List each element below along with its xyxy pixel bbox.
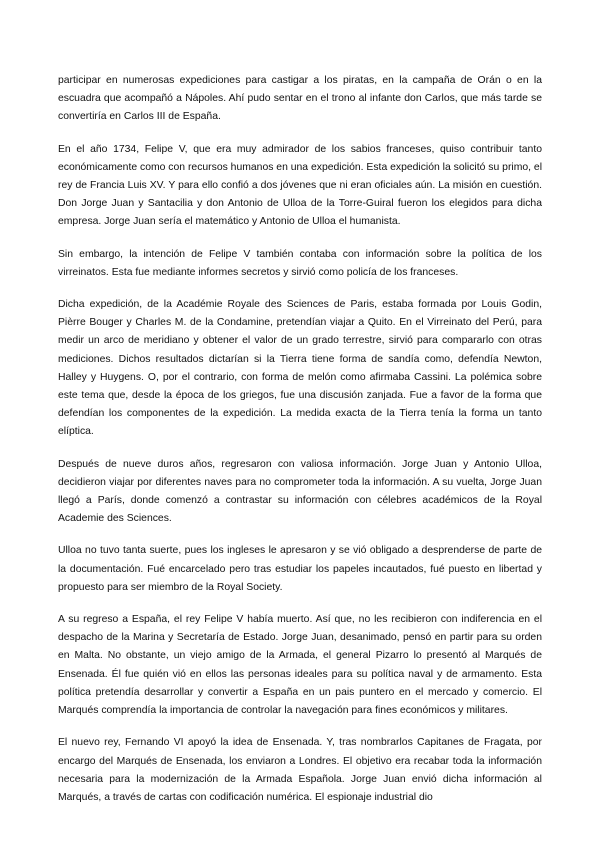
paragraph-5: Después de nueve duros años, regresaron con valiosa información. Jorge Juan y Antonio Ulloa, decidieron viajar por diferentes naves para no comprometer toda la información. A su vuelta, Jorge Juan llegó a París, donde comenzó a contrastar su información con célebres académicos de la Royal Academie des Sciences.	[58, 458, 542, 525]
paragraph-8: El nuevo rey, Fernando VI apoyó la idea de Ensenada. Y, tras nombrarlos Capitanes de Fragata, por encargo del Marqués de Ensenada, los enviaron a Londres. El objetivo era recabar toda la información necesaria para la modernización de la Armada Española. Jorge Juan envió dicha información al Marqués, a través de cartas con codificación numérica. El espionaje industrial dio	[58, 737, 542, 803]
paragraph-3: Sin embargo, la intención de Felipe V también contaba con información sobre la política de los virreinatos. Esta fue mediante informes secretos y sirvió como policía de los franceses.	[58, 248, 542, 278]
paragraph-4: Dicha expedición, de la Académie Royale des Sciences de Paris, estaba formada por Louis Godin, Pièrre Bouger y Charles M. de la Condamine, pretendían viajar a Quito. En el Virreinato del Perú, para medir un arco de meridiano y obtener el valor de un grado terrestre, sirvió para compararlo con otras mediciones. Dichos resultados dictarían si la Tierra tiene forma de sandía como, defendía Newton, Halley y Huygens. O, por el contrario, con forma de melón como afirmaba Cassini. La polémica sobre este tema que, desde la época de los griegos, fue una discusión zanjada. Fue a favor de la forma que defendían los componentes de la expedición. La medida exacta de la Tierra tenía la forma un tanto elíptica.	[58, 299, 542, 438]
paragraph-2: En el año 1734, Felipe V, que era muy admirador de los sabios franceses, quiso contribuir tanto económicamente como con recursos humanos en una expedición. Esta expedición la solicitó su primo, el rey de Francia Luis XV. Y para ello confió a dos jóvenes que ni eran oficiales aún. La misión en cuestión. Don Jorge Juan y Santacilia y don Antonio de Ulloa de la Torre-Guiral fueron los elegidos para dicha empresa. Jorge Juan sería el matemático y Antonio de Ulloa el humanista.	[58, 143, 543, 228]
document-body	[58, 72, 542, 821]
paragraph-6: Ulloa no tuvo tanta suerte, pues los ingleses le apresaron y se vió obligado a desprenderse de parte de la documentación. Fué encarcelado pero tras estudiar los papeles incautados, fué puesto en libertad y propuesto para ser miembro de la Royal Society.	[58, 545, 542, 593]
paragraph-7: A su regreso a España, el rey Felipe V había muerto. Así que, no les recibieron con indiferencia en el despacho de la Marina y Secretaría de Estado. Jorge Juan, desanimado, pensó en partir para su orden en Malta. No obstante, un viejo amigo de la Armada, el general Pizarro lo presentó al Marqués de Ensenada. Él fue quién vió en ellos las personas ideales para su política naval y de armamento. Esta política pretendía desarrollar y convertir a España en un pais puntero en el mercado y comercio. El Marqués comprendía la importancia de controlar la navegación para fines económicos y militares.	[58, 614, 542, 717]
paragraph-1: participar en numerosas expediciones para castigar a los piratas, en la campaña de Orán o en la escuadra que acompañó a Nápoles. Ahí pudo sentar en el trono al infante don Carlos, que más tarde se convertiría en Carlos III de España.	[58, 75, 542, 123]
